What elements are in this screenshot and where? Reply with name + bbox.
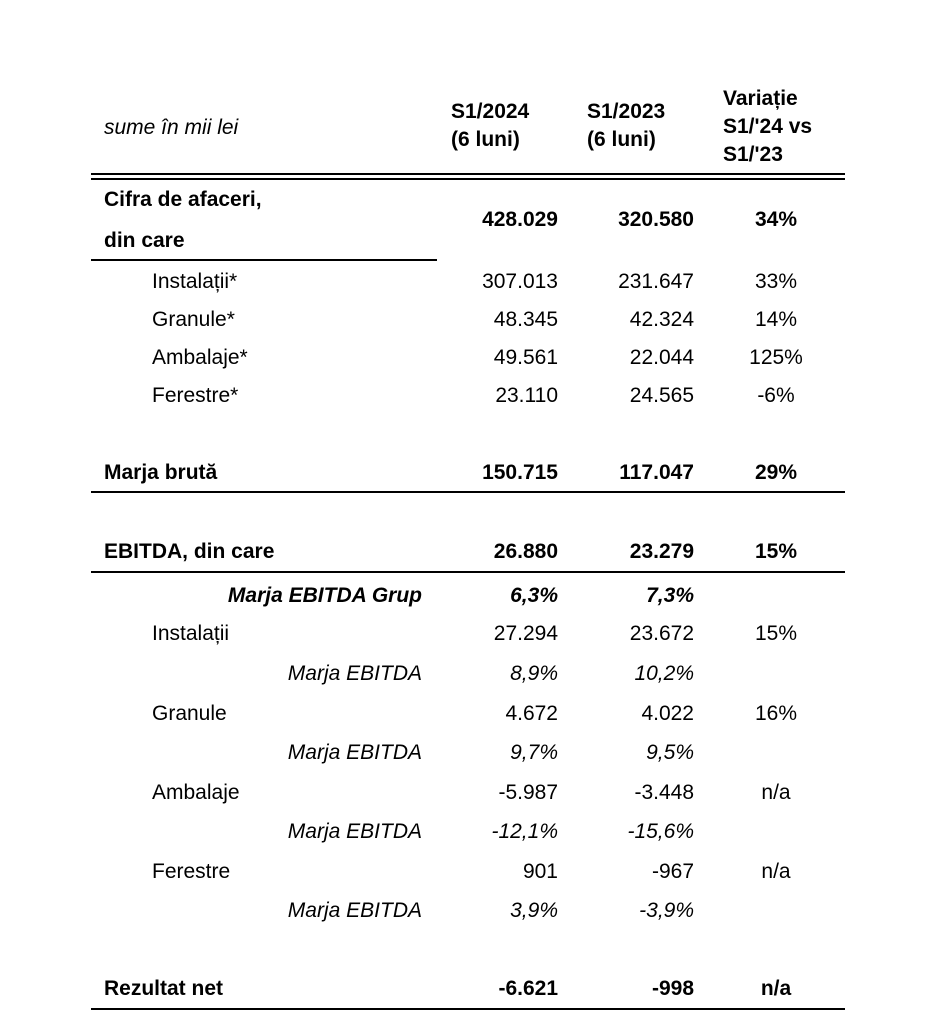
ebitda-segment-2023: -967 — [651, 860, 694, 883]
ebitda-segment-2023: 23.672 — [629, 622, 694, 645]
gross-margin-variation: 29% — [754, 461, 798, 484]
revenue-item-2023: 22.044 — [629, 346, 694, 369]
ebitda-label: EBITDA, din care — [104, 540, 275, 563]
revenue-item-label: Instalații* — [152, 270, 238, 293]
gross-margin-rule — [91, 491, 845, 493]
revenue-item-variation: 14% — [754, 308, 798, 331]
net-result-2023: -998 — [651, 977, 694, 1000]
revenue-item-label: Ambalaje* — [152, 346, 248, 369]
ebitda-segment-label: Ferestre — [152, 860, 231, 883]
ebitda-segment-margin-2024: 9,7% — [510, 741, 558, 764]
col-header-variation-line1: Variație — [723, 87, 798, 110]
revenue-item-2023: 24.565 — [629, 384, 694, 407]
header-double-rule-bottom — [91, 178, 845, 180]
net-result-rule — [91, 1008, 845, 1010]
ebitda-segment-variation: 16% — [754, 702, 798, 725]
revenue-item-2024: 307.013 — [482, 270, 558, 293]
ebitda-segment-2023: -3.448 — [634, 781, 694, 804]
units-label: sume în mii lei — [104, 116, 239, 139]
col-header-variation-line3: S1/'23 — [723, 143, 783, 166]
ebitda-segment-margin-2024: -12,1% — [491, 820, 558, 843]
ebitda-segment-margin-2023: 9,5% — [646, 741, 694, 764]
revenue-label-line2: din care — [104, 229, 185, 252]
net-result-label: Rezultat net — [104, 977, 224, 1000]
ebitda-segment-2023: 4.022 — [641, 702, 694, 725]
revenue-label-rule — [91, 259, 437, 261]
ebitda-2024: 26.880 — [493, 540, 558, 563]
revenue-item-variation: -6% — [757, 384, 795, 407]
revenue-item-2024: 23.110 — [495, 384, 558, 407]
ebitda-group-margin-label: Marja EBITDA Grup — [227, 584, 422, 607]
ebitda-segment-2024: 4.672 — [505, 702, 558, 725]
ebitda-rule — [91, 571, 845, 573]
ebitda-segment-variation: 15% — [754, 622, 798, 645]
ebitda-group-margin-2023: 7,3% — [646, 584, 694, 607]
ebitda-segment-label: Instalații — [152, 622, 230, 645]
ebitda-segment-margin-label: Marja EBITDA — [287, 899, 422, 922]
revenue-value-2024: 428.029 — [482, 208, 558, 231]
ebitda-segment-variation: n/a — [761, 781, 791, 804]
ebitda-segment-label: Granule — [152, 702, 227, 725]
net-result-2024: -6.621 — [498, 977, 558, 1000]
revenue-item-label: Ferestre* — [152, 384, 239, 407]
gross-margin-label: Marja brută — [104, 461, 218, 484]
revenue-item-2024: 49.561 — [493, 346, 558, 369]
revenue-item-2023: 42.324 — [629, 308, 694, 331]
ebitda-segment-2024: 901 — [522, 860, 558, 883]
col-header-variation-line2: S1/'24 vs — [723, 115, 813, 138]
ebitda-segment-margin-label: Marja EBITDA — [287, 662, 422, 685]
ebitda-segment-margin-2023: 10,2% — [634, 662, 694, 685]
ebitda-group-margin-2024: 6,3% — [510, 584, 558, 607]
revenue-item-variation: 125% — [749, 346, 803, 369]
gross-margin-2023: 117.047 — [619, 461, 694, 484]
col-header-2024-line1: S1/2024 — [451, 100, 530, 123]
net-result-variation: n/a — [760, 977, 792, 1000]
ebitda-segment-label: Ambalaje — [152, 781, 240, 804]
ebitda-2023: 23.279 — [629, 540, 694, 563]
revenue-item-label: Granule* — [152, 308, 235, 331]
gross-margin-2024: 150.715 — [482, 461, 558, 484]
revenue-label-line1: Cifra de afaceri, — [104, 188, 262, 211]
col-header-2023-line1: S1/2023 — [587, 100, 666, 123]
ebitda-segment-margin-2024: 8,9% — [510, 662, 558, 685]
ebitda-segment-margin-label: Marja EBITDA — [287, 820, 422, 843]
ebitda-segment-margin-2023: -15,6% — [627, 820, 694, 843]
revenue-item-variation: 33% — [754, 270, 798, 293]
ebitda-variation: 15% — [754, 540, 798, 563]
revenue-variation: 34% — [754, 208, 798, 231]
ebitda-segment-variation: n/a — [761, 860, 791, 883]
revenue-value-2023: 320.580 — [618, 208, 694, 231]
col-header-2024-line2: (6 luni) — [451, 128, 520, 151]
ebitda-segment-2024: -5.987 — [498, 781, 558, 804]
ebitda-segment-2024: 27.294 — [493, 622, 558, 645]
col-header-2023-line2: (6 luni) — [587, 128, 656, 151]
header-double-rule-top — [91, 173, 845, 175]
ebitda-segment-margin-2024: 3,9% — [510, 899, 558, 922]
revenue-item-2023: 231.647 — [618, 270, 694, 293]
revenue-item-2024: 48.345 — [493, 308, 558, 331]
ebitda-segment-margin-2023: -3,9% — [639, 899, 694, 922]
ebitda-segment-margin-label: Marja EBITDA — [287, 741, 422, 764]
